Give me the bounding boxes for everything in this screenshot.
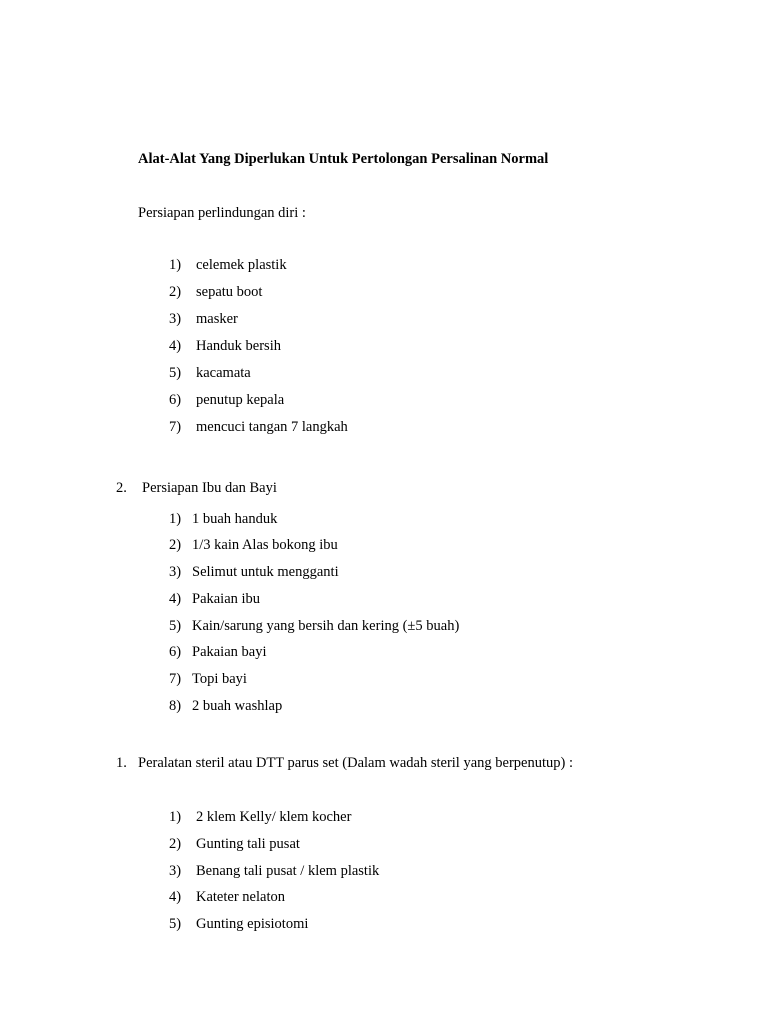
list-item: Benang tali pusat / klem plastik xyxy=(196,863,380,879)
list-item-number: 7) xyxy=(169,671,182,687)
list-item: Kain/sarung yang bersih dan kering (±5 buah) xyxy=(192,618,460,634)
list-item-number: 1) xyxy=(169,809,182,825)
list-item-number: 5) xyxy=(169,365,182,381)
list-item: Pakaian bayi xyxy=(192,644,267,660)
document-title: Alat-Alat Yang Diperlukan Untuk Pertolongan Persalinan Normal xyxy=(138,151,549,167)
list-item: 1/3 kain Alas bokong ibu xyxy=(192,537,338,553)
list-item: 2 klem Kelly/ klem kocher xyxy=(196,809,352,825)
list-item: mencuci tangan 7 langkah xyxy=(196,419,348,435)
list-item-number: 3) xyxy=(169,564,182,580)
list-item: sepatu boot xyxy=(196,284,263,300)
list-item-number: 4) xyxy=(169,338,182,354)
list-item-number: 6) xyxy=(169,644,182,660)
list-item-number: 2) xyxy=(169,537,182,553)
list-item-number: 1) xyxy=(169,257,182,273)
list-item-number: 4) xyxy=(169,889,182,905)
list-item: penutup kepala xyxy=(196,392,285,408)
list-item-number: 7) xyxy=(169,419,182,435)
section-number: 1. xyxy=(116,755,127,771)
list-item-number: 2) xyxy=(169,836,182,852)
list-item-number: 5) xyxy=(169,916,182,932)
list-item: 2 buah washlap xyxy=(192,698,283,714)
list-item: masker xyxy=(196,311,238,327)
list-item-number: 6) xyxy=(169,392,182,408)
list-item-number: 5) xyxy=(169,618,182,634)
list-item-number: 1) xyxy=(169,511,182,527)
list-item-number: 2) xyxy=(169,284,182,300)
section-heading-perlindungan: Persiapan perlindungan diri : xyxy=(138,205,306,221)
list-item: Handuk bersih xyxy=(196,338,281,354)
list-item: Gunting episiotomi xyxy=(196,916,309,932)
list-item: Gunting tali pusat xyxy=(196,836,300,852)
list-item-number: 3) xyxy=(169,863,182,879)
list-item: kacamata xyxy=(196,365,251,381)
list-item: 1 buah handuk xyxy=(192,511,278,527)
list-item-number: 4) xyxy=(169,591,182,607)
list-item: Selimut untuk mengganti xyxy=(192,564,339,580)
section-number: 2. xyxy=(116,480,127,496)
list-item: Kateter nelaton xyxy=(196,889,285,905)
section-heading-peralatan-steril: Peralatan steril atau DTT parus set (Dalam wadah steril yang berpenutup) : xyxy=(138,755,573,771)
section-heading-ibu-bayi: Persiapan Ibu dan Bayi xyxy=(142,480,277,496)
list-item-number: 8) xyxy=(169,698,182,714)
list-item: Pakaian ibu xyxy=(192,591,261,607)
list-item: celemek plastik xyxy=(196,257,287,273)
list-item: Topi bayi xyxy=(192,671,247,687)
list-item-number: 3) xyxy=(169,311,182,327)
